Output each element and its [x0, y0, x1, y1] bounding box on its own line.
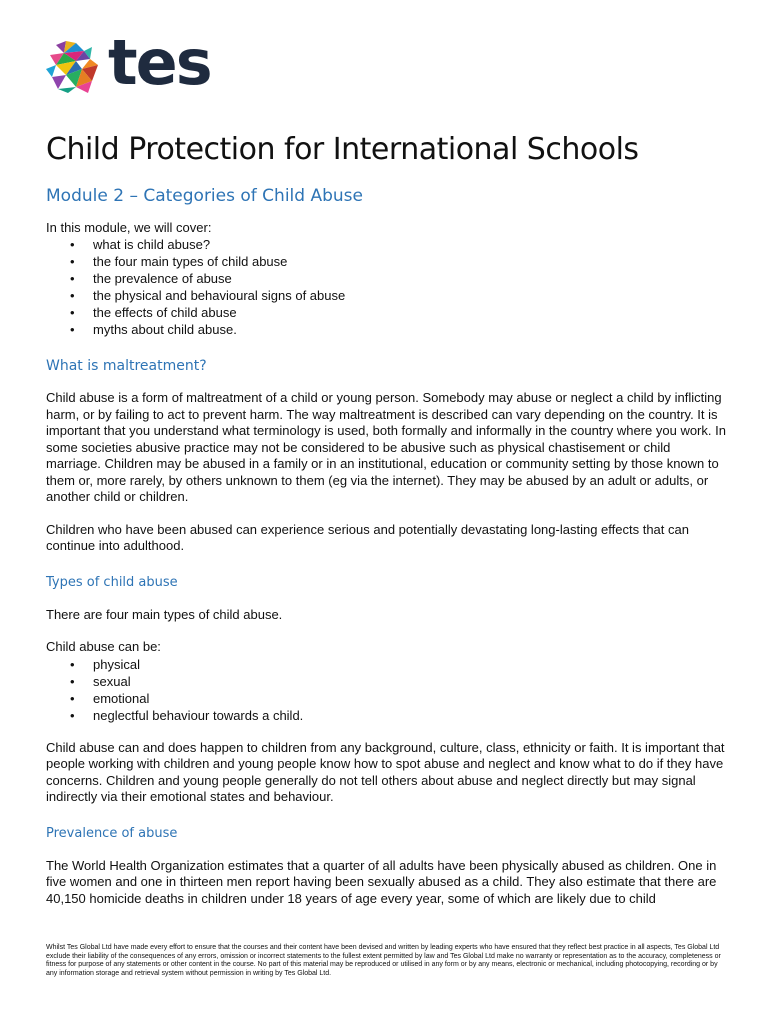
list-item: • myths about child abuse.: [46, 321, 726, 338]
legal-disclaimer: Whilst Tes Global Ltd have made every effort to ensure that the courses and their content have been devised and written by leading experts who have ensured that they reflect best practice in all aspects, Tes Global Ltd exclude their liability of the consequences of any errors, omission or incorrect statements to the fullest extent permitted by law and Tes Global Ltd make no warranty or representation as to the accuracy, completeness or fitness for purpose of any statements or other content in the course. No part of this material may be reproduced or utilised in any form or by any means, electronic or mechanical, including photocopying, recording or by any information storage and retrieval system without permission in writing by Tes Global Ltd.: [46, 944, 721, 977]
maltreatment-heading: What is maltreatment?: [46, 358, 207, 374]
list-item: • sexual: [46, 673, 726, 690]
list-item: • neglectful behaviour towards a child.: [46, 707, 726, 724]
types-list: [46, 656, 726, 724]
module-heading: Module 2 – Categories of Child Abuse: [46, 186, 363, 206]
maltreatment-paragraph-1: Child abuse is a form of maltreatment of a child or young person. Somebody may abuse or neglect a child by inflicting harm, or by failing to act to prevent harm. The way maltreatment is described can vary depending on the country. It is important that you understand what terminology is used, both formally and informally in the country where you work. In some societies abusive practice may not be considered to be abusive such as physical chastisement or child marriage. Children may be abused in a family or in an institutional, education or community setting by those known to them or, more rarely, by others unknown to them (eg via the internet). They may be abused by an adult or adults, or another child or children.: [46, 390, 726, 504]
types-lead: Child abuse can be:: [46, 639, 161, 654]
list-item: • the effects of child abuse: [46, 304, 726, 321]
prevalence-paragraph-1: The World Health Organization estimates that a quarter of all adults have been physically abused as children. One in five women and one in thirteen men report having been sexually abused as a child. They also estimate that there are 40,150 homicide deaths in children under 18 years of age every year, some of which are likely due to child: [46, 857, 717, 906]
intro-lead: In this module, we will cover:: [46, 220, 212, 235]
list-item: • physical: [46, 656, 726, 673]
tes-logo: [46, 26, 211, 99]
document-title: Child Protection for International Schools: [46, 132, 639, 167]
list-item: • the physical and behavioural signs of abuse: [46, 287, 726, 304]
list-item: • the four main types of child abuse: [46, 253, 726, 270]
types-paragraph-1: There are four main types of child abuse.: [46, 606, 283, 622]
tes-wordmark: tes: [108, 26, 211, 99]
types-heading: Types of child abuse: [46, 574, 178, 590]
tes-logo-mark-icon: [46, 41, 102, 93]
prevalence-heading: Prevalence of abuse: [46, 825, 178, 841]
types-paragraph-2: Child abuse can and does happen to children from any background, culture, class, ethnicity or faith. It is important that people working with children and young people know how to spot abuse and neglect and know what to do if they have concerns. Children and young people generally do not tell others about abuse and neglect directly but may signal indirectly via their emotional states and behaviour.: [46, 739, 725, 804]
document-content: [46, 128, 726, 907]
list-item: • emotional: [46, 690, 726, 707]
maltreatment-paragraph-2: Children who have been abused can experience serious and potentially devastating long-lasting effects that can continue into adulthood.: [46, 521, 689, 553]
list-item: • what is child abuse?: [46, 236, 726, 253]
intro-list: [46, 236, 726, 338]
list-item: • the prevalence of abuse: [46, 270, 726, 287]
